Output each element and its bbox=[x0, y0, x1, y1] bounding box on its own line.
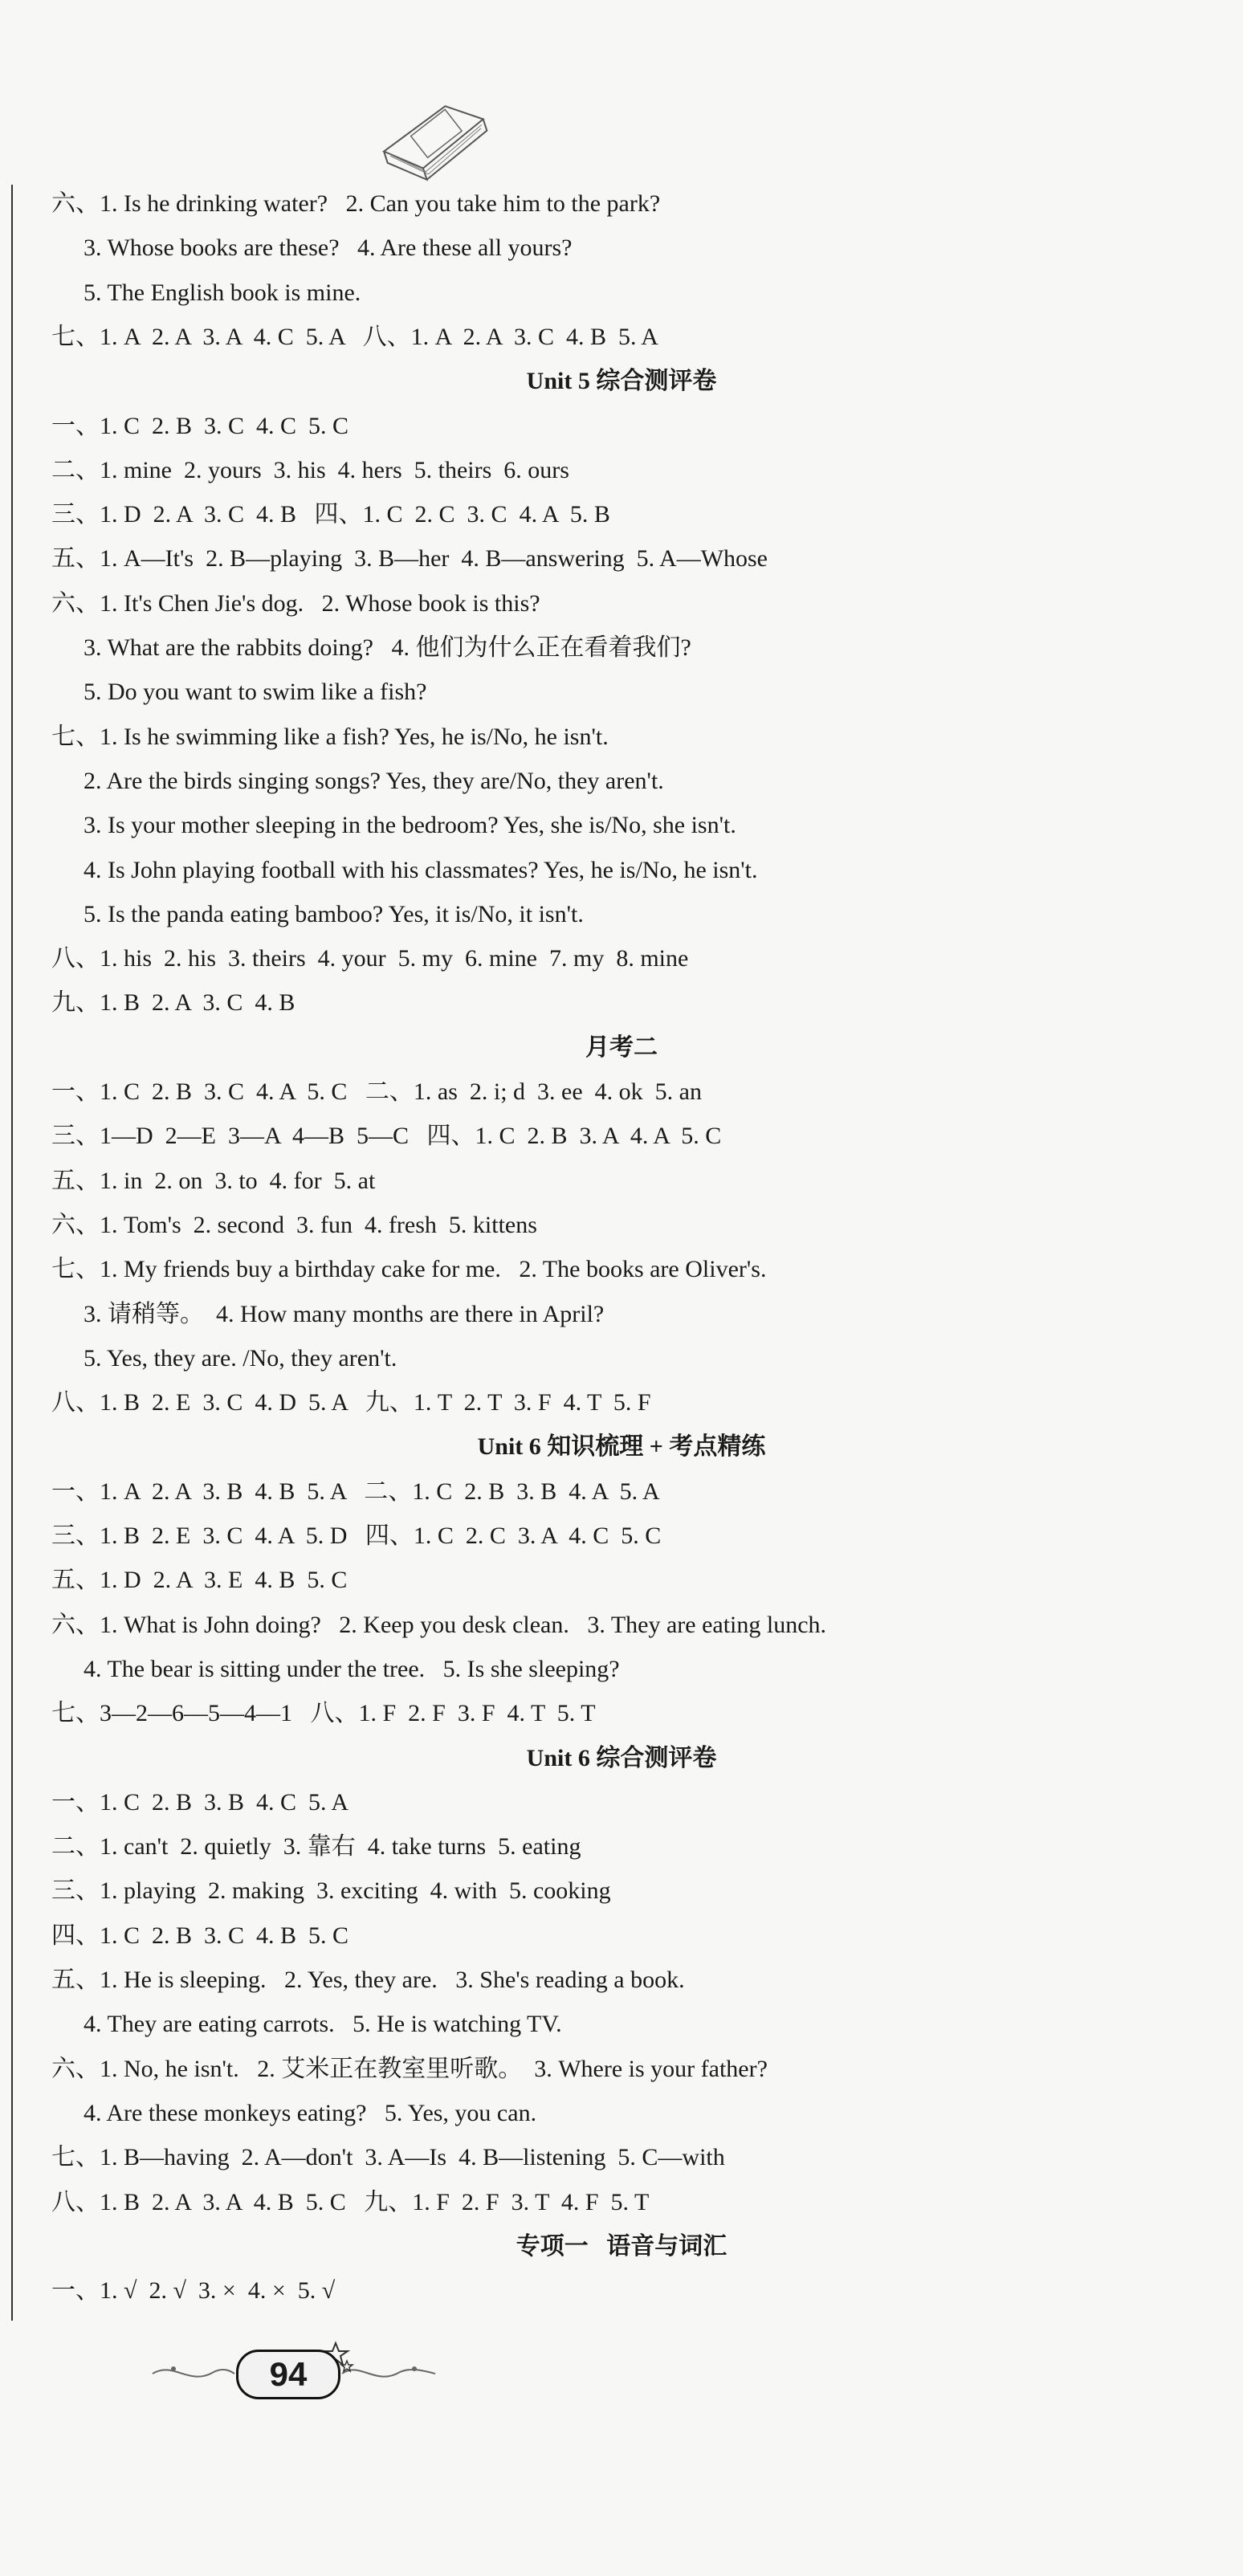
page-number: 94 bbox=[236, 2350, 340, 2399]
section-heading-text: 月考二 bbox=[585, 1034, 658, 1061]
answer-line bbox=[51, 543, 768, 575]
answer-line-text: 五、1. D 2. A 3. E 4. B 5. C bbox=[51, 1567, 348, 1593]
answer-line bbox=[51, 1964, 685, 1996]
answer-line-text: 六、1. Tom's 2. second 3. fun 4. fresh 5. kittens bbox=[51, 1212, 537, 1238]
section-heading bbox=[0, 365, 1243, 397]
answer-line bbox=[51, 188, 660, 220]
answer-line-text: 七、1. My friends buy a birthday cake for me. 2. The books are Oliver's. bbox=[51, 1256, 767, 1282]
answer-line-text: 六、1. What is John doing? 2. Keep you desk clean. 3. They are eating lunch. bbox=[51, 1612, 827, 1638]
answer-line-text: 七、1. Is he swimming like a fish? Yes, he is/No, he isn't. bbox=[51, 723, 609, 750]
answer-line-text: 一、1. √ 2. √ 3. × 4. × 5. √ bbox=[51, 2277, 336, 2304]
answer-line bbox=[51, 1076, 702, 1108]
answer-line-text: 七、3—2—6—5—4—1 八、1. F 2. F 3. F 4. T 5. T bbox=[51, 1700, 596, 1726]
answer-line-text: 八、1. his 2. his 3. theirs 4. your 5. my 6. mine 7. my 8. mine bbox=[51, 945, 689, 972]
answer-line-text: 三、1. D 2. A 3. C 4. B 四、1. C 2. C 3. C 4. A 5. B bbox=[51, 501, 610, 528]
answer-line-text: 4. The bear is sitting under the tree. 5. Is she sleeping? bbox=[84, 1656, 620, 1682]
answer-line bbox=[51, 410, 348, 442]
answer-line-text: 4. Is John playing football with his classmates? Yes, he is/No, he isn't. bbox=[84, 857, 758, 883]
answer-line bbox=[84, 2008, 562, 2040]
answer-line-text: 五、1. in 2. on 3. to 4. for 5. at bbox=[51, 1168, 376, 1194]
section-heading-text: Unit 6 知识梳理 + 考点精练 bbox=[477, 1433, 766, 1460]
answer-line-text: 5. Is the panda eating bamboo? Yes, it is/No, it isn't. bbox=[84, 901, 584, 927]
section-heading bbox=[0, 1032, 1243, 1064]
answer-line bbox=[51, 1476, 660, 1508]
answer-line-text: 六、1. It's Chen Jie's dog. 2. Whose book is this? bbox=[51, 590, 540, 617]
section-heading bbox=[0, 1431, 1243, 1463]
page-number-badge bbox=[149, 2337, 438, 2409]
answer-line bbox=[51, 1609, 826, 1641]
answer-line bbox=[51, 454, 569, 487]
answer-line-text: 一、1. C 2. B 3. C 4. A 5. C 二、1. as 2. i; d 3. ee 4. ok 5. an bbox=[51, 1078, 702, 1105]
answer-line bbox=[51, 2275, 335, 2307]
answer-line bbox=[84, 2097, 536, 2130]
section-heading-text: Unit 6 综合测评卷 bbox=[526, 1745, 717, 1771]
answer-line bbox=[51, 1387, 651, 1419]
answer-line bbox=[51, 1920, 348, 1952]
answer-line bbox=[51, 1875, 611, 1907]
answer-line-text: 四、1. C 2. B 3. C 4. B 5. C bbox=[51, 1922, 349, 1949]
answer-line bbox=[51, 1520, 661, 1552]
answer-line bbox=[51, 1120, 721, 1152]
answer-line-text: 六、1. Is he drinking water? 2. Can you take him to the park? bbox=[51, 190, 661, 217]
answer-line-text: 六、1. No, he isn't. 2. 艾米正在教室里听歌。 3. Where is your father? bbox=[51, 2056, 768, 2082]
answer-line bbox=[84, 676, 426, 708]
answer-line-text: 4. They are eating carrots. 5. He is watching TV. bbox=[84, 2011, 562, 2037]
answer-line bbox=[51, 2187, 649, 2219]
answer-line-text: 三、1. playing 2. making 3. exciting 4. with 5. cooking bbox=[51, 1877, 611, 1904]
answer-line-text: 3. 请稍等。 4. How many months are there in April? bbox=[84, 1301, 605, 1327]
answer-line bbox=[51, 588, 540, 620]
answer-line-text: 二、1. can't 2. quietly 3. 靠右 4. take turns 5. eating bbox=[51, 1833, 581, 1860]
book-stamp-logo bbox=[366, 86, 506, 199]
answer-line bbox=[51, 1209, 537, 1241]
answer-line-text: 5. Yes, they are. /No, they aren't. bbox=[84, 1345, 397, 1372]
answer-line-text: 五、1. He is sleeping. 2. Yes, they are. 3. She's reading a book. bbox=[51, 1967, 685, 1993]
answer-line bbox=[84, 232, 572, 264]
answer-line-text: 5. The English book is mine. bbox=[84, 279, 361, 306]
section-heading bbox=[0, 1742, 1243, 1775]
answer-line bbox=[84, 809, 736, 842]
answer-line bbox=[84, 765, 664, 797]
answer-line bbox=[84, 854, 758, 887]
answer-line bbox=[51, 1253, 766, 1286]
answer-line bbox=[84, 1653, 620, 1685]
answer-line bbox=[51, 1698, 596, 1730]
answer-line bbox=[84, 277, 361, 309]
answer-line bbox=[51, 499, 610, 531]
answer-line bbox=[51, 1165, 375, 1197]
answer-line bbox=[51, 321, 658, 353]
section-heading-text: Unit 5 综合测评卷 bbox=[526, 368, 717, 394]
answer-line bbox=[51, 2053, 768, 2085]
answer-line-text: 七、1. A 2. A 3. A 4. C 5. A 八、1. A 2. A 3. C 4. B 5. A bbox=[51, 324, 658, 350]
answer-line-text: 一、1. C 2. B 3. B 4. C 5. A bbox=[51, 1789, 349, 1816]
answer-line bbox=[51, 987, 295, 1019]
answer-line-text: 4. Are these monkeys eating? 5. Yes, you can. bbox=[84, 2100, 537, 2126]
section-heading-text: 专项一 语音与词汇 bbox=[516, 2233, 727, 2260]
answer-line-text: 3. Is your mother sleeping in the bedroom? Yes, she is/No, she isn't. bbox=[84, 812, 736, 838]
answer-line-text: 2. Are the birds singing songs? Yes, they are/No, they aren't. bbox=[84, 768, 664, 794]
answer-line-text: 一、1. A 2. A 3. B 4. B 5. A 二、1. C 2. B 3. B 4. A 5. A bbox=[51, 1478, 660, 1505]
left-margin-rule bbox=[11, 185, 13, 2321]
answer-line-text: 九、1. B 2. A 3. C 4. B bbox=[51, 989, 295, 1016]
answer-line-text: 一、1. C 2. B 3. C 4. C 5. C bbox=[51, 413, 349, 439]
answer-line bbox=[84, 632, 691, 664]
answer-line-text: 八、1. B 2. E 3. C 4. D 5. A 九、1. T 2. T 3. F 4. T 5. F bbox=[51, 1389, 651, 1416]
answer-line-text: 3. What are the rabbits doing? 4. 他们为什么正在看着我们? bbox=[84, 634, 691, 661]
answer-line bbox=[84, 899, 584, 931]
answer-line-text: 5. Do you want to swim like a fish? bbox=[84, 679, 427, 705]
answer-line bbox=[51, 943, 688, 975]
answer-line bbox=[51, 721, 609, 753]
answer-line-text: 3. Whose books are these? 4. Are these all yours? bbox=[84, 234, 573, 261]
answer-line-text: 五、1. A—It's 2. B—playing 3. B—her 4. B—answering 5. A—Whose bbox=[51, 545, 768, 572]
answer-line-text: 七、1. B—having 2. A—don't 3. A—Is 4. B—listening 5. C—with bbox=[51, 2144, 725, 2170]
answer-line bbox=[51, 1787, 348, 1819]
answer-line-text: 三、1. B 2. E 3. C 4. A 5. D 四、1. C 2. C 3. A 4. C 5. C bbox=[51, 1522, 662, 1549]
answer-line bbox=[51, 2142, 725, 2174]
answer-line bbox=[51, 1564, 347, 1596]
answer-line-text: 三、1—D 2—E 3—A 4—B 5—C 四、1. C 2. B 3. A 4. A 5. C bbox=[51, 1123, 722, 1149]
answer-line bbox=[84, 1298, 604, 1331]
section-heading bbox=[0, 2231, 1243, 2263]
answer-line-text: 八、1. B 2. A 3. A 4. B 5. C 九、1. F 2. F 3. T 4. F 5. T bbox=[51, 2189, 650, 2215]
answer-line bbox=[51, 1831, 581, 1863]
answer-line bbox=[84, 1343, 397, 1375]
answer-line-text: 二、1. mine 2. yours 3. his 4. hers 5. theirs 6. ours bbox=[51, 457, 569, 483]
